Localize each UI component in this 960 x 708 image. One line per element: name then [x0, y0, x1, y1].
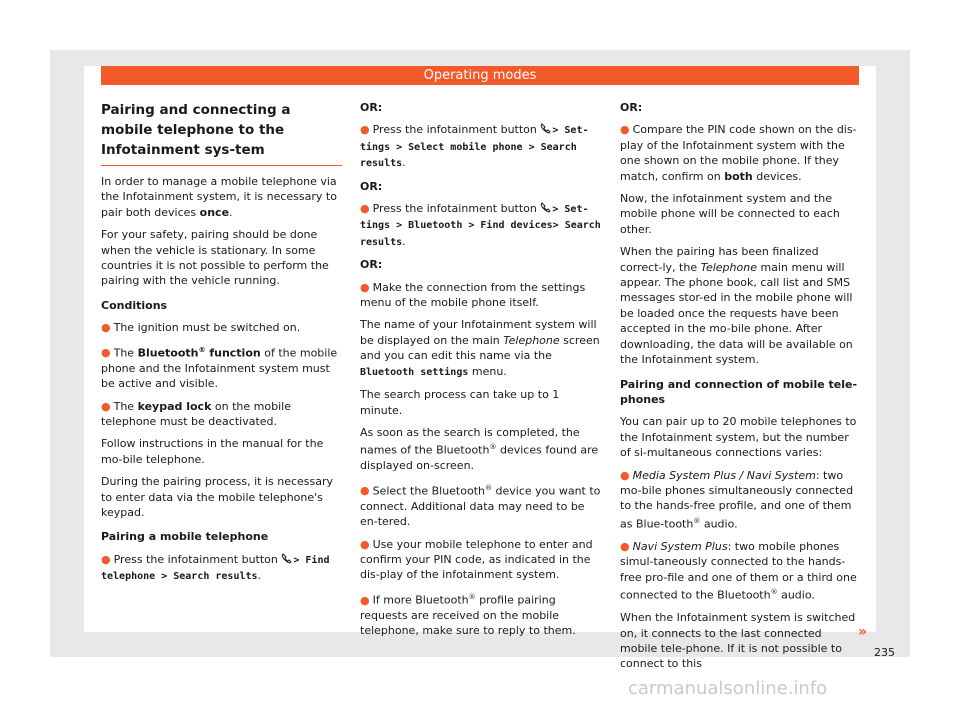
paragraph: Follow instructions in the manual for the mo-bile telephone.: [101, 437, 324, 466]
or-label: OR:: [620, 101, 643, 114]
list-item: ● Press the infotainment button > Set-tings > Bluetooth > Find devices> Search results.: [360, 202, 601, 248]
column-3: [620, 100, 860, 679]
bullet-icon: ●: [360, 593, 370, 607]
list-item: ● Use your mobile telephone to enter and confirm your PIN code, as indicated in the dis-play of the infotainment system.: [360, 537, 593, 582]
bullet-icon: ●: [360, 537, 370, 551]
column-1: [101, 100, 342, 592]
paragraph: In order to manage a mobile telephone via the Infotainment system, it is necessary to pair both devices once.: [101, 175, 337, 219]
paragraph: During the pairing process, it is necessary to enter data via the mobile telephone's keypad.: [101, 475, 334, 519]
list-item: ● Media System Plus / Navi System: two mo-bile phones simultaneously connected to the hands-free profile, and one of them as Blue-tooth® audio.: [620, 468, 854, 531]
or-label: OR:: [360, 101, 383, 114]
or-label: OR:: [360, 179, 383, 193]
or-label: OR:: [360, 258, 383, 272]
bullet-icon: ●: [101, 321, 111, 335]
bullet-icon: ●: [620, 123, 630, 137]
paragraph: The search process can take up to 1 minute.: [360, 388, 560, 417]
bullet-icon: ●: [620, 539, 630, 553]
bullet-icon: ●: [360, 280, 370, 294]
bullet-icon: ●: [360, 484, 370, 498]
list-item: ● The Bluetooth® function of the mobile phone and the Infotainment system must be active and visible.: [101, 345, 338, 391]
bullet-icon: ●: [620, 468, 630, 482]
paragraph: As soon as the search is completed, the names of the Bluetooth® devices found are displayed on-screen.: [360, 425, 599, 473]
subheading-conditions: Conditions: [101, 298, 168, 312]
bullet-icon: ●: [101, 552, 111, 566]
paragraph: The name of your Infotainment system will be displayed on the main Telephone screen and you can edit this name via the Bluetooth settings menu.: [360, 318, 600, 378]
list-item: ● Select the Bluetooth® device you want to connect. Additional data may need to be en-tered.: [360, 483, 601, 529]
subheading-pairing: Pairing a mobile telephone: [101, 530, 269, 544]
paragraph: When the Infotainment system is switched on, it connects to the last connected mobile tele-phone. If it is not possible to connect to this: [620, 611, 856, 671]
paragraph: For your safety, pairing should be done when the vehicle is stationary. In some countries it is not possible to perform the pairing with the vehicle running.: [101, 228, 329, 288]
list-item: ● Navi System Plus: two mobile phones simul-taneously connected to the hands-free pro-file and one of them or a third one connected to the Bluetooth® audio.: [620, 539, 857, 602]
watermark: carmanualsonline.info: [628, 678, 828, 699]
paragraph: When the pairing has been finalized correct-ly, the Telephone main menu will appear. The phone book, call list and SMS messages stor-ed in the mobile phone will be loaded once the requests have been accepted in the mo-bile phone. After downloading, the data will be available on the Infotainment system.: [620, 245, 853, 367]
section-header: Operating modes: [101, 66, 859, 85]
column-2: [360, 100, 601, 646]
bullet-icon: ●: [360, 202, 370, 216]
bullet-icon: ●: [360, 123, 370, 137]
phone-icon: [540, 123, 552, 134]
subheading-pairing-connection: Pairing and connection of mobile tele-phones: [620, 377, 858, 406]
list-item: ● If more Bluetooth® profile pairing requests are received on the mobile telephone, make sure to reply to them.: [360, 592, 576, 638]
phone-icon: [540, 202, 552, 213]
bullet-icon: ●: [101, 346, 111, 360]
list-item: ● The ignition must be switched on.: [101, 321, 301, 335]
paragraph: You can pair up to 20 mobile telephones to the Infotainment system, but the number of si-multaneous connections varies:: [620, 415, 857, 460]
list-item: ● Press the infotainment button > Find telephone > Search results.: [101, 552, 330, 583]
continue-marker: »: [858, 624, 868, 640]
phone-icon: [281, 553, 293, 564]
paragraph: Now, the infotainment system and the mobile phone will be connected to each other.: [620, 192, 840, 236]
bullet-icon: ●: [101, 399, 111, 413]
list-item: ● Compare the PIN code shown on the dis-play of the Infotainment system with the one shown on the mobile phone. If they match, confirm on both devices.: [620, 123, 857, 183]
list-item: ● Press the infotainment button > Set-tings > Select mobile phone > Search results.: [360, 123, 589, 170]
page-number: 235: [874, 646, 895, 659]
list-item: ● The keypad lock on the mobile telephone must be deactivated.: [101, 399, 291, 428]
section-title: Pairing and connecting a mobile telephone to the Infotainment sys-tem: [101, 100, 342, 166]
list-item: ● Make the connection from the settings menu of the mobile phone itself.: [360, 280, 586, 310]
